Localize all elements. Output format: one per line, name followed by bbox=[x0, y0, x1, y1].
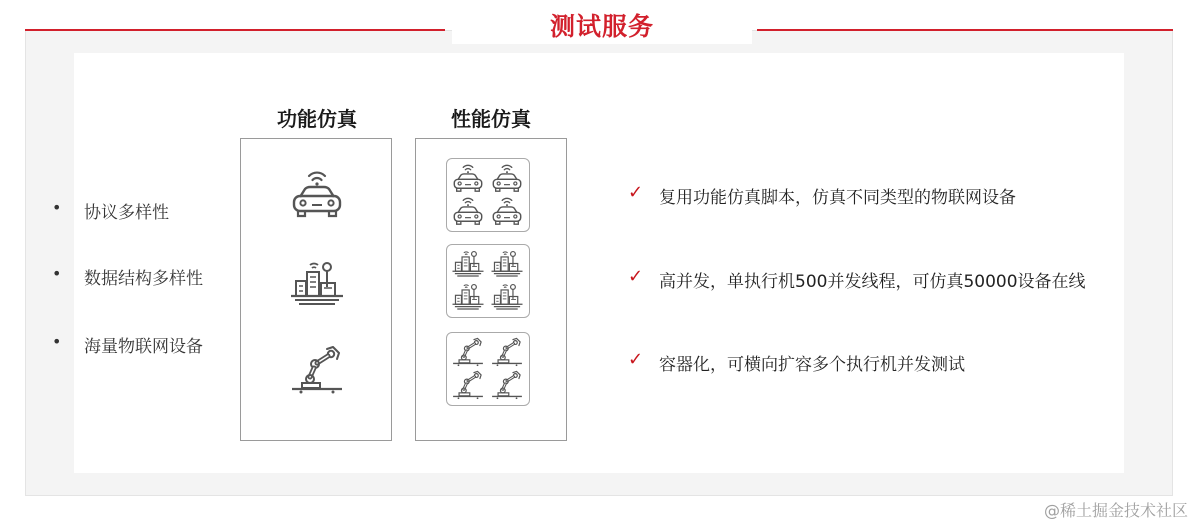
bullet-marker: • bbox=[52, 332, 62, 351]
page-title: 测试服务 bbox=[549, 12, 654, 41]
feature-text: 高并发，单执行机500并发线程，可仿真50000设备在线 bbox=[659, 272, 1086, 292]
smart-city-icon bbox=[287, 257, 347, 309]
header-rule-left bbox=[25, 29, 445, 31]
check-icon: ✓ bbox=[628, 349, 644, 370]
bullet-text: 海量物联网设备 bbox=[84, 337, 203, 357]
smart-city-grid-icon bbox=[446, 244, 530, 318]
robot-arm-icon bbox=[287, 343, 347, 395]
bullet-marker: • bbox=[52, 264, 62, 283]
bullet-marker: • bbox=[52, 198, 62, 217]
check-icon: ✓ bbox=[628, 266, 644, 287]
title-banner bbox=[452, 10, 752, 44]
feature-text: 复用功能仿真脚本，仿真不同类型的物联网设备 bbox=[659, 188, 1016, 208]
slide-frame bbox=[25, 30, 1173, 496]
connected-car-grid-icon bbox=[446, 158, 530, 232]
functional-sim-title: 功能仿真 bbox=[277, 107, 357, 131]
bullet-text: 数据结构多样性 bbox=[84, 269, 203, 289]
feature-text: 容器化，可横向扩容多个执行机并发测试 bbox=[659, 355, 965, 375]
performance-sim-title: 性能仿真 bbox=[451, 107, 531, 131]
watermark: @稀土掘金技术社区 bbox=[1043, 501, 1188, 520]
header-rule-right bbox=[757, 29, 1173, 31]
connected-car-icon bbox=[287, 167, 347, 219]
performance-sim-box bbox=[415, 138, 567, 441]
check-icon: ✓ bbox=[628, 182, 644, 203]
functional-sim-box bbox=[240, 138, 392, 441]
robot-arm-grid-icon bbox=[446, 332, 530, 406]
content-panel bbox=[74, 53, 1124, 473]
bullet-text: 协议多样性 bbox=[84, 203, 169, 223]
